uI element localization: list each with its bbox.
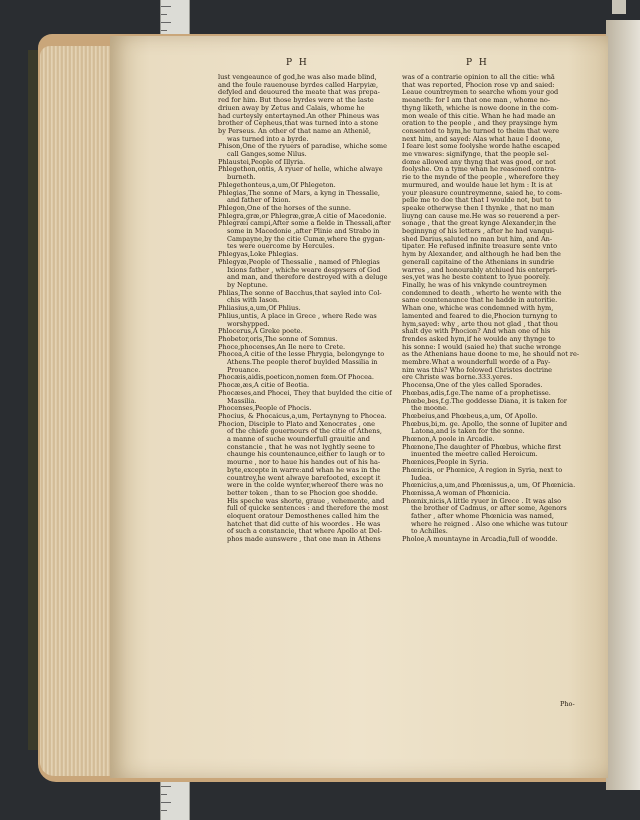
text-line: and the foule rauenouse byrdes called Harpyiæ,	[218, 81, 379, 89]
text-line: the moone.	[411, 405, 449, 413]
text-line: Phocius, & Phocaicus,a,um, Pertaynyng to Phocea.	[218, 412, 387, 420]
text-line: and man, and therefore destroyed with a deluge	[227, 274, 388, 282]
right-text-column	[402, 74, 598, 544]
text-line: hatchet that did cutte of his woordes . He was	[227, 520, 381, 528]
text-line: Pholoe,A mountayne in Arcadia,full of woodde.	[402, 536, 558, 544]
text-line: Phœnix,nicis,A little ryuer in Grece . It was also	[402, 497, 562, 505]
ruler-top	[160, 0, 190, 36]
text-line: Phlegias,The sonne of Mars, a kyng in Thessalie,	[218, 189, 380, 197]
text-line: shalt dye with Phocion? And whan one of his	[402, 328, 551, 336]
text-line: Phlegyæ,People of Thessalie , named of Phlegias	[218, 258, 380, 266]
text-line: pelle me to doe that that I woulde not, but to	[402, 197, 552, 205]
text-line: Whan one, whiche was condemned with hym,	[402, 305, 554, 313]
text-line: Finally, he was of his vnkynde countreymen	[402, 281, 547, 289]
text-line: Phlegon,One of the horses of the sunne.	[218, 204, 351, 212]
text-line: father , after whome Phœnicia was named,	[411, 513, 554, 521]
text-line: your pleasure countreymenne, saied he, to com-	[402, 189, 563, 197]
text-line: Phocæ,æs,A citie of Beotia.	[218, 382, 310, 390]
text-line: lust vengeaunce of god,he was also made blind,	[218, 74, 377, 81]
text-line: to Achilles.	[411, 528, 448, 536]
text-line: his sonne: I would (saied he) that suche wronge	[402, 343, 562, 351]
text-line: that was reported, Phocion rose vp and saied:	[402, 81, 555, 89]
text-line: Phœbe,bes,f.g.The goddesse Diana, it is taken for	[402, 397, 567, 405]
text-line: Phlegyas,Loke Phlegias.	[218, 251, 299, 259]
text-line: dome allowed any thyng that was good, or not	[402, 158, 556, 166]
text-line: foolyshe. On a tyme whan he reasoned contra-	[402, 166, 557, 174]
text-line: Phlegethon,ontis, A ryuer of helle, whiche alwaye	[218, 166, 383, 174]
text-line: membre.What a wounderfull worde of a Pay-	[402, 359, 551, 367]
text-line: Phœnices,People in Syria.	[402, 459, 489, 467]
left-text-column	[218, 74, 404, 544]
text-line: ere Christe was borne.333.yeres.	[402, 374, 513, 382]
clip	[612, 0, 626, 14]
text-line: Campayne,by the citie Cumæ,where the gygan-	[227, 235, 385, 243]
text-line: Prouance.	[227, 366, 261, 374]
text-line: full of quicke sentences : and therefore the most	[227, 505, 389, 513]
text-line: condemned to death , wherto he wente with the	[402, 289, 562, 297]
text-line: consented to hym,he turned to theim that were	[402, 127, 560, 135]
text-line: me vnwares: signifynge, that the people sel-	[402, 151, 549, 159]
text-line: Phœnicis, or Phœnice, A region in Syria, next to	[402, 466, 563, 474]
text-line: brother of Cepheus,that was turned into a stone	[218, 120, 379, 128]
text-line: warres , and honourably atchiued his enterpri-	[402, 266, 558, 274]
text-line: Phlegræi campi,After some a fielde in Thessali,after	[218, 220, 391, 228]
text-line: generall capitaine of the Athenians in sundrie	[402, 258, 555, 266]
text-line: and father of Ixion.	[227, 197, 291, 205]
text-line: Phœbas,adis,f.ge.The name of a prophetisse.	[402, 389, 551, 397]
text-line: was turned into a byrde.	[227, 135, 309, 143]
text-line: nim was this? Who folowed Christes doctrine	[402, 366, 553, 374]
text-line: Leaue countreymen to searche whom your god	[402, 89, 559, 97]
text-line: shed Darius,saluted no man but him, and An-	[402, 235, 553, 243]
text-line: Phocea,A citie of the lesse Phrygia, belongynge to	[218, 351, 385, 359]
text-line: Phliasius,a,um,Of Phlius.	[218, 305, 301, 313]
text-line: Phison,One of the ryuers of paradise, whiche some	[218, 143, 387, 151]
text-line: Phœnicius,a,um,and Phœnissus,a, um, Of Phœnicia.	[402, 482, 576, 490]
text-line: ses,yet was he beste content to lyue poorely.	[402, 274, 551, 282]
text-line: speake otherwyse then I thynke , that no man	[402, 204, 555, 212]
text-line: Phœnissa,A woman of Phœnicia.	[402, 489, 511, 497]
text-line: countrey,he went alwaye barefooted, except it	[227, 474, 381, 482]
text-line: driuen away by Zetus and Calais, whome he	[218, 104, 365, 112]
text-line: rie to the mynde of the people , wherefore they	[402, 174, 560, 182]
text-line: Phlius,untis, A place in Grece , where Rede was	[218, 312, 377, 320]
text-line: Latona,and is taken for the sonne.	[411, 428, 525, 436]
text-line: of the chiefe gouernours of the citie of Athens,	[227, 428, 382, 436]
text-line: call Ganges,some Nilus.	[227, 151, 307, 159]
text-line: a manne of suche wounderfull grauitie and	[227, 436, 370, 444]
text-line: Phlaustei,People of Illyria.	[218, 158, 306, 166]
running-header-right: P H	[466, 58, 489, 68]
text-line: had curteysly entertayned.An other Phineus was	[218, 112, 380, 120]
right-page-flap	[606, 20, 640, 790]
text-line: of such a constancie, that where Apollo at Del-	[227, 528, 383, 536]
text-line: next him, and sayed: Alas what haue I doone,	[402, 135, 553, 143]
running-header-left: P H	[286, 58, 309, 68]
text-line: Phocion, Disciple to Plato and Xenocrates , one	[218, 420, 375, 428]
text-line: Phœbus,bi,m. ge. Apollo, the sonne of Iupiter and	[402, 420, 568, 428]
text-line: Phocæses,and Phocei, They that buylded the citie of	[218, 389, 392, 397]
text-line: lamented and feared to die,Phocion turnyng to	[402, 312, 558, 320]
text-line: Phobetor,oris,The sonne of Somnus.	[218, 335, 338, 343]
text-line: hym by Alexander, and although he had ben the	[402, 251, 561, 259]
text-line: as the Athenians haue doone to me, he should not re-	[402, 351, 580, 359]
text-line: Phocenses,People of Phocis.	[218, 405, 312, 413]
text-line: Massilia.	[227, 397, 257, 405]
text-line: thyng liketh, whiche is nowe doone in the com-	[402, 104, 559, 112]
text-line: tes were ouercome by Hercules.	[227, 243, 335, 251]
text-line: mon weale of this citie. Whan he had made an	[402, 112, 556, 120]
text-line: by Neptune.	[227, 281, 268, 289]
text-line: Phlegethonteus,a,um,Of Phlegeton.	[218, 181, 336, 189]
text-line: red for him. But those byrdes were at the laste	[218, 97, 374, 105]
text-line: worshypped.	[227, 320, 270, 328]
text-line: Iudea.	[411, 474, 432, 482]
text-line: tipater. He refused infinite treasure sente vnto	[402, 243, 558, 251]
text-line: His speche was shorte, graue , vehemente, and	[227, 497, 385, 505]
text-line: Phœnon,A poole in Arcadie.	[402, 436, 495, 444]
text-line: phos made aunswere , that one man in Athens	[227, 536, 381, 544]
text-line: byte,excepte in warre:and whan he was in the	[227, 466, 381, 474]
text-line: some in Macedonie ,after Plinie and Strabo in	[227, 228, 380, 236]
text-line: sonage , that the great kynge Alexander,in the	[402, 220, 557, 228]
text-line: hym,sayed: why , arte thou not glad , that thou	[402, 320, 558, 328]
text-line: inuented the meetre called Heroicum.	[411, 451, 538, 459]
text-line: same countenaunce that he hadde in autoritie.	[402, 297, 558, 305]
catchword: Pho-	[560, 700, 575, 708]
text-line: liuyng can cause me.He was so reuerend a per-	[402, 212, 560, 220]
text-line: better token , than to se Phocion goe shodde.	[227, 489, 378, 497]
text-line: Phlocerus,A Greke poete.	[218, 328, 303, 336]
text-line: where he reigned . Also one whiche was tutour	[411, 520, 568, 528]
text-line: I feare lest some foolyshe worde hathe escaped	[402, 143, 560, 151]
text-line: by Perseus. An other of that name an Atheniē,	[218, 127, 371, 135]
text-line: chis with Iason.	[227, 297, 280, 305]
text-line: the brother of Cadmus, or after some, Agenors	[411, 505, 567, 513]
text-line: Phlias,The sonne of Bacchus,that sayled into Col-	[218, 289, 382, 297]
text-line: burneth.	[227, 174, 256, 182]
text-line: constancie , that he was not lyghtly seene to	[227, 443, 375, 451]
text-line: meaneth: for I am that one man , whome no-	[402, 97, 551, 105]
text-line: mourne , nor to haue his handes out of his ha-	[227, 459, 381, 467]
text-line: Phocæis,aidis,poeticon,nomen fœm.Of Phocea.	[218, 374, 374, 382]
text-line: was of a contrarie opinion to all the citie: whā	[402, 74, 555, 81]
text-line: murmured, and woulde haue let hym : It is at	[402, 181, 553, 189]
page-edges	[40, 46, 116, 776]
text-line: Phœbeius,and Phœbeus,a,um, Of Apollo.	[402, 412, 538, 420]
text-line: eloquent oratour Demosthenes called him the	[227, 513, 380, 521]
text-line: oration to the people , and they praysinge hym	[402, 120, 558, 128]
text-line: chaunge his countenaunce,either to laugh or to	[227, 451, 385, 459]
text-line: Ixions father , whiche weare despysers of God	[227, 266, 381, 274]
text-line: were in the colde wynter,whereof there was no	[227, 482, 384, 490]
text-line: Phoce,phocenses,An Ile nere to Crete.	[218, 343, 346, 351]
text-line: defyled and deuoured the meate that was prepa-	[218, 89, 380, 97]
text-line: Phœnone,The daughter of Phœbus, whiche first	[402, 443, 562, 451]
ruler-bottom	[160, 780, 190, 820]
text-line: frendes asked hym,if he woulde any thynge to	[402, 335, 555, 343]
text-line: Phlegra,græ,or Phlegræ,græ,A citie of Macedonie.	[218, 212, 387, 220]
text-line: beginnyng of his letters , after he had vanqui-	[402, 228, 555, 236]
text-line: Phocensa,One of the yles called Sporades.	[402, 382, 543, 390]
text-line: Athens.The people therof buylded Massilia in	[227, 359, 378, 367]
